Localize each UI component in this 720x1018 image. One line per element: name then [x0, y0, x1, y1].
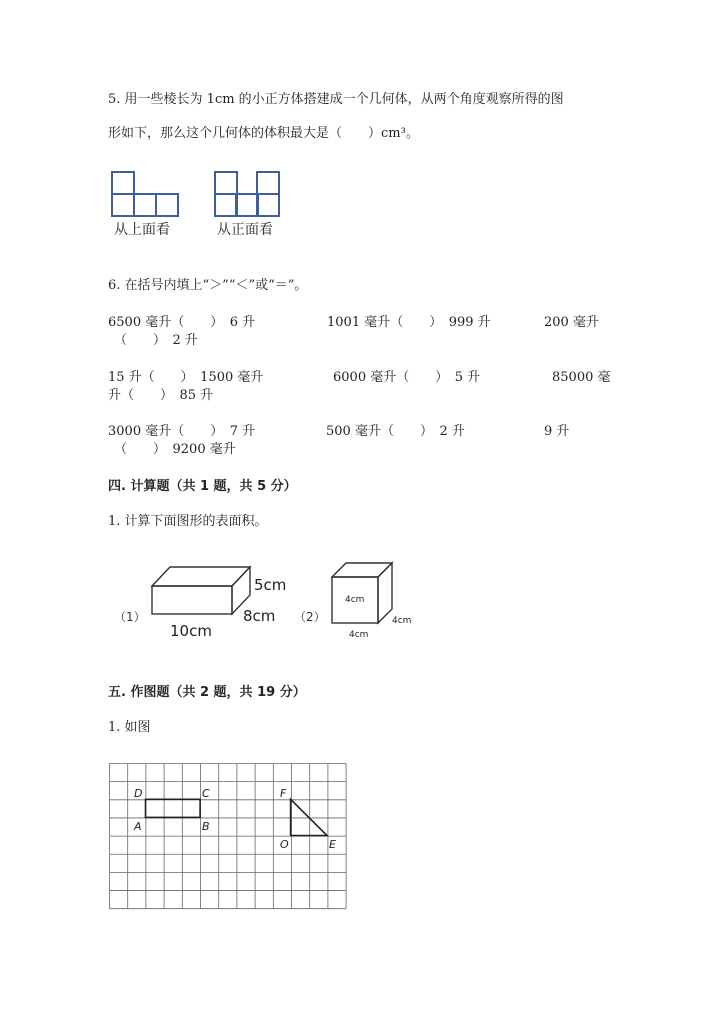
front-view-cell	[215, 172, 237, 194]
triangle-FOE	[291, 799, 327, 835]
top-view-grid	[112, 172, 178, 216]
front-view-cell	[257, 172, 279, 194]
cube-side-face	[378, 563, 392, 623]
cuboid-length-label: 10cm	[170, 622, 212, 640]
q5-text-line1: 5. 用一些棱长为 1cm 的小正方体搭建成一个几何体，从两个角度观察所得的图	[108, 92, 564, 107]
cube-side-label: 4cm	[392, 616, 412, 626]
top-view-cell	[112, 172, 134, 194]
q6-row1-c: 200 毫升	[544, 315, 599, 330]
q5-views-figure	[105, 165, 305, 240]
cube-top-face	[332, 563, 392, 577]
q6-title: 6. 在括号内填上“＞”“＜”或“＝”。	[108, 278, 308, 293]
q6-row3-b: 500 毫升（ ） 2 升	[326, 424, 465, 439]
q6-row2-a: 15 升（ ） 1500 毫升	[108, 370, 264, 385]
q6-row3-wrap: （ ） 9200 毫升	[114, 442, 236, 457]
fig2-label: （2）	[294, 610, 326, 624]
graph-paper-figure	[108, 763, 350, 913]
point-O-label: O	[280, 838, 289, 851]
surface-area-figures	[108, 555, 428, 650]
cube-front-label: 4cm	[345, 595, 365, 605]
top-view-cell	[156, 194, 178, 216]
q6-row3-a: 3000 毫升（ ） 7 升	[108, 424, 256, 439]
cuboid-height-label: 5cm	[254, 576, 287, 594]
fig1-label: （1）	[114, 610, 146, 624]
section5-q1-text: 1. 如图	[108, 720, 151, 735]
top-view-label: 从上面看	[114, 222, 170, 238]
cuboid-width-label: 8cm	[243, 607, 276, 625]
rectangle-ABCD	[146, 799, 201, 817]
cube-bottom-label: 4cm	[349, 630, 369, 640]
front-view-cell	[257, 194, 279, 216]
top-view-cell	[112, 194, 134, 216]
cube-shape	[332, 563, 392, 623]
cuboid-shape	[152, 567, 250, 614]
front-view-cell	[236, 194, 258, 216]
point-A-label: A	[134, 820, 142, 833]
section4-heading: 四. 计算题（共 1 题，共 5 分）	[108, 479, 297, 494]
point-E-label: E	[329, 838, 336, 851]
point-F-label: F	[280, 787, 287, 800]
q6-row2-b: 6000 毫升（ ） 5 升	[333, 370, 481, 385]
q6-row3-c: 9 升	[544, 424, 570, 439]
q6-row1-wrap: （ ） 2 升	[114, 333, 198, 348]
front-view-grid	[215, 172, 279, 216]
front-view-label: 从正面看	[217, 222, 273, 238]
q6-row2-c: 85000 毫	[552, 370, 611, 385]
point-C-label: C	[202, 787, 210, 800]
cuboid-front-face	[152, 586, 232, 614]
front-view-cell	[215, 194, 237, 216]
q6-row1-a: 6500 毫升（ ） 6 升	[108, 315, 256, 330]
q6-row2-wrap: 升（ ） 85 升	[108, 388, 214, 403]
section4-q1-text: 1. 计算下面图形的表面积。	[108, 514, 268, 529]
top-view-cell	[134, 194, 156, 216]
point-B-label: B	[202, 820, 210, 833]
q5-text-line2: 形如下，那么这个几何体的体积最大是（ ）cm³。	[108, 126, 419, 141]
q6-row1-b: 1001 毫升（ ） 999 升	[327, 315, 491, 330]
section5-heading: 五. 作图题（共 2 题，共 19 分）	[108, 685, 306, 700]
point-D-label: D	[134, 787, 143, 800]
